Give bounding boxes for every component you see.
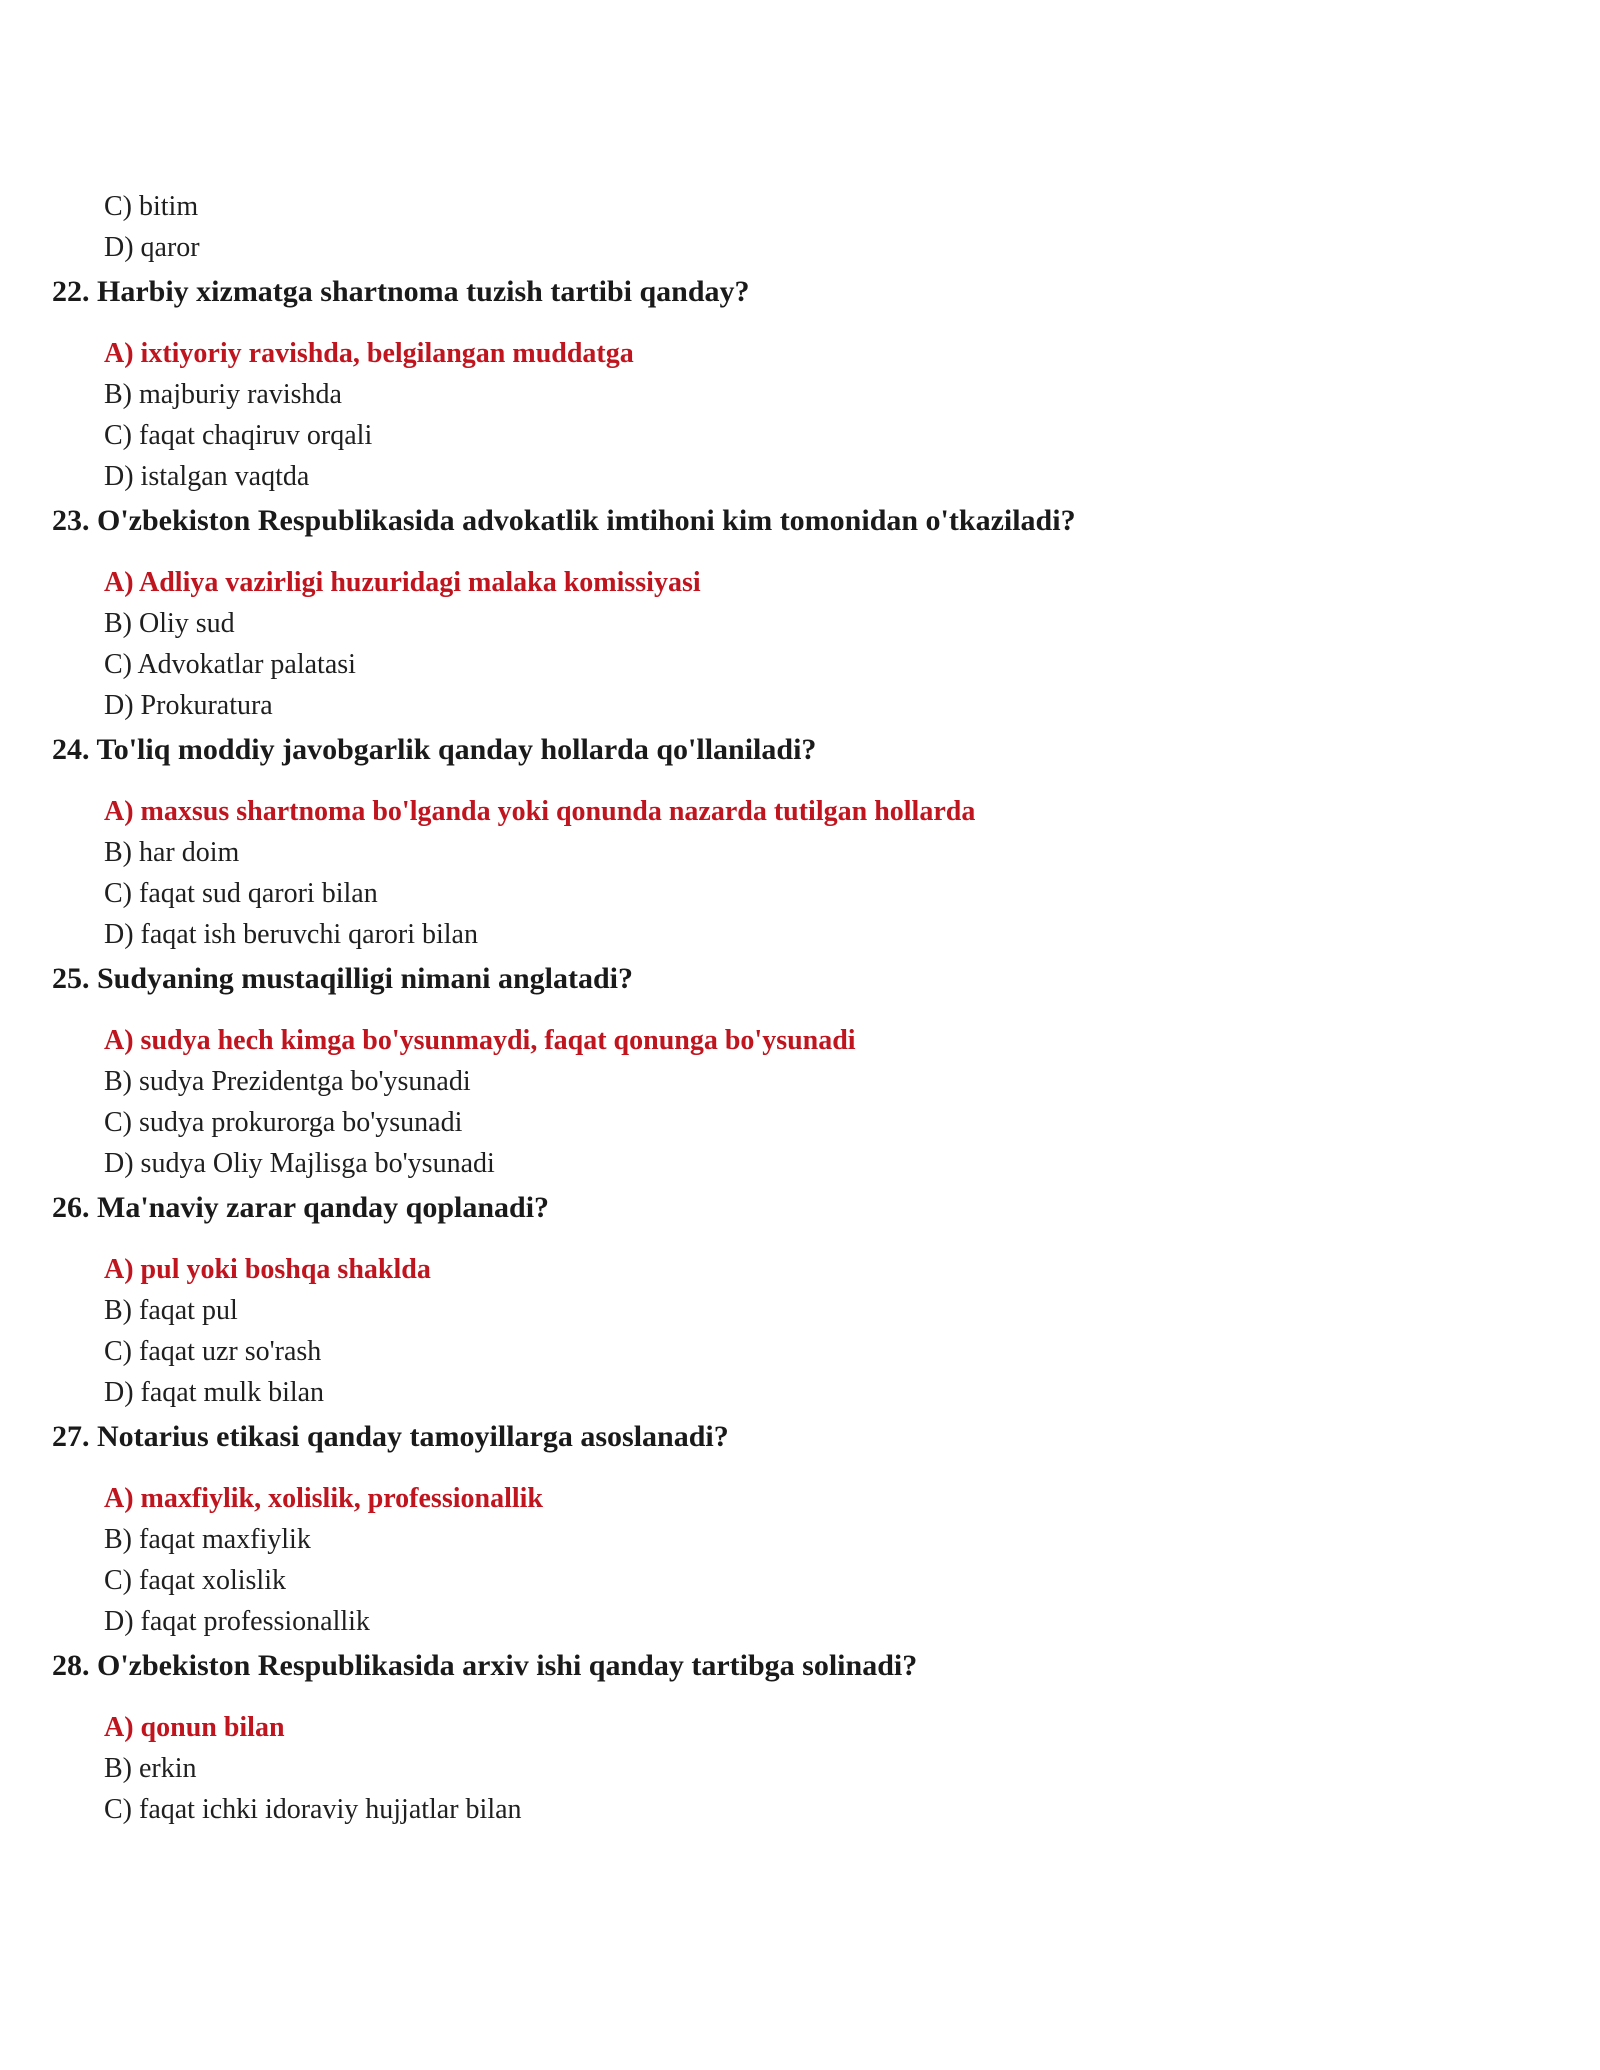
answer-option: B) sudya Prezidentga bo'ysunadi	[104, 1066, 471, 1097]
question-text: 23. O'zbekiston Respublikasida advokatlik imtihoni kim tomonidan o'tkaziladi?	[52, 504, 1076, 537]
question-text: 24. To'liq moddiy javobgarlik qanday hollarda qo'llaniladi?	[52, 733, 817, 766]
answer-option: D) faqat ish beruvchi qarori bilan	[104, 919, 478, 950]
question-block	[52, 497, 1076, 726]
correct-answer-option: A) qonun bilan	[104, 1712, 285, 1743]
answer-option: C) faqat sud qarori bilan	[104, 878, 378, 909]
answer-option: B) Oliy sud	[104, 608, 235, 639]
question-list	[52, 268, 1076, 1830]
question-block	[52, 726, 1076, 955]
answer-option: B) faqat pul	[104, 1295, 238, 1326]
question-block	[52, 1642, 1076, 1830]
question-block	[52, 1184, 1076, 1413]
correct-answer-option: A) pul yoki boshqa shaklda	[104, 1254, 431, 1285]
answer-option: B) faqat maxfiylik	[104, 1524, 311, 1555]
answer-options	[52, 316, 1076, 497]
correct-answer-option: A) Adliya vazirligi huzuridagi malaka komissiyasi	[104, 567, 701, 598]
answer-option: C) sudya prokurorga bo'ysunadi	[104, 1107, 463, 1138]
answer-option: C) faqat ichki idoraviy hujjatlar bilan	[104, 1794, 522, 1825]
question-text: 26. Ma'naviy zarar qanday qoplanadi?	[52, 1191, 550, 1224]
question-block	[52, 1413, 1076, 1642]
answer-options	[52, 1461, 1076, 1642]
question-text: 22. Harbiy xizmatga shartnoma tuzish tartibi qanday?	[52, 275, 750, 308]
continued-options	[104, 186, 200, 268]
answer-option: C) faqat uzr so'rash	[104, 1336, 322, 1367]
answer-option: C) bitim	[104, 191, 199, 222]
answer-option: D) sudya Oliy Majlisga bo'ysunadi	[104, 1148, 495, 1179]
answer-option: D) qaror	[104, 232, 200, 263]
answer-option: B) erkin	[104, 1753, 197, 1784]
answer-options	[52, 545, 1076, 726]
answer-options	[52, 1690, 1076, 1830]
answer-option: C) faqat chaqiruv orqali	[104, 420, 373, 451]
correct-answer-option: A) maxfiylik, xolislik, professionallik	[104, 1483, 543, 1514]
answer-option: C) Advokatlar palatasi	[104, 649, 356, 680]
answer-options	[52, 1003, 1076, 1184]
answer-options	[52, 1232, 1076, 1413]
question-text: 28. O'zbekiston Respublikasida arxiv ishi qanday tartibga solinadi?	[52, 1649, 918, 1682]
correct-answer-option: A) ixtiyoriy ravishda, belgilangan muddatga	[104, 338, 634, 369]
answer-option: D) faqat professionallik	[104, 1606, 370, 1637]
question-block	[52, 955, 1076, 1184]
answer-option: B) majburiy ravishda	[104, 379, 342, 410]
answer-option: D) Prokuratura	[104, 690, 273, 721]
answer-option: C) faqat xolislik	[104, 1565, 286, 1596]
question-text: 27. Notarius etikasi qanday tamoyillarga asoslanadi?	[52, 1420, 729, 1453]
question-text: 25. Sudyaning mustaqilligi nimani anglatadi?	[52, 962, 634, 995]
question-block	[52, 268, 1076, 497]
correct-answer-option: A) maxsus shartnoma bo'lganda yoki qonunda nazarda tutilgan hollarda	[104, 796, 976, 827]
correct-answer-option: A) sudya hech kimga bo'ysunmaydi, faqat qonunga bo'ysunadi	[104, 1025, 856, 1056]
answer-option: D) faqat mulk bilan	[104, 1377, 325, 1408]
answer-option: D) istalgan vaqtda	[104, 461, 310, 492]
answer-options	[52, 774, 1076, 955]
answer-option: B) har doim	[104, 837, 240, 868]
